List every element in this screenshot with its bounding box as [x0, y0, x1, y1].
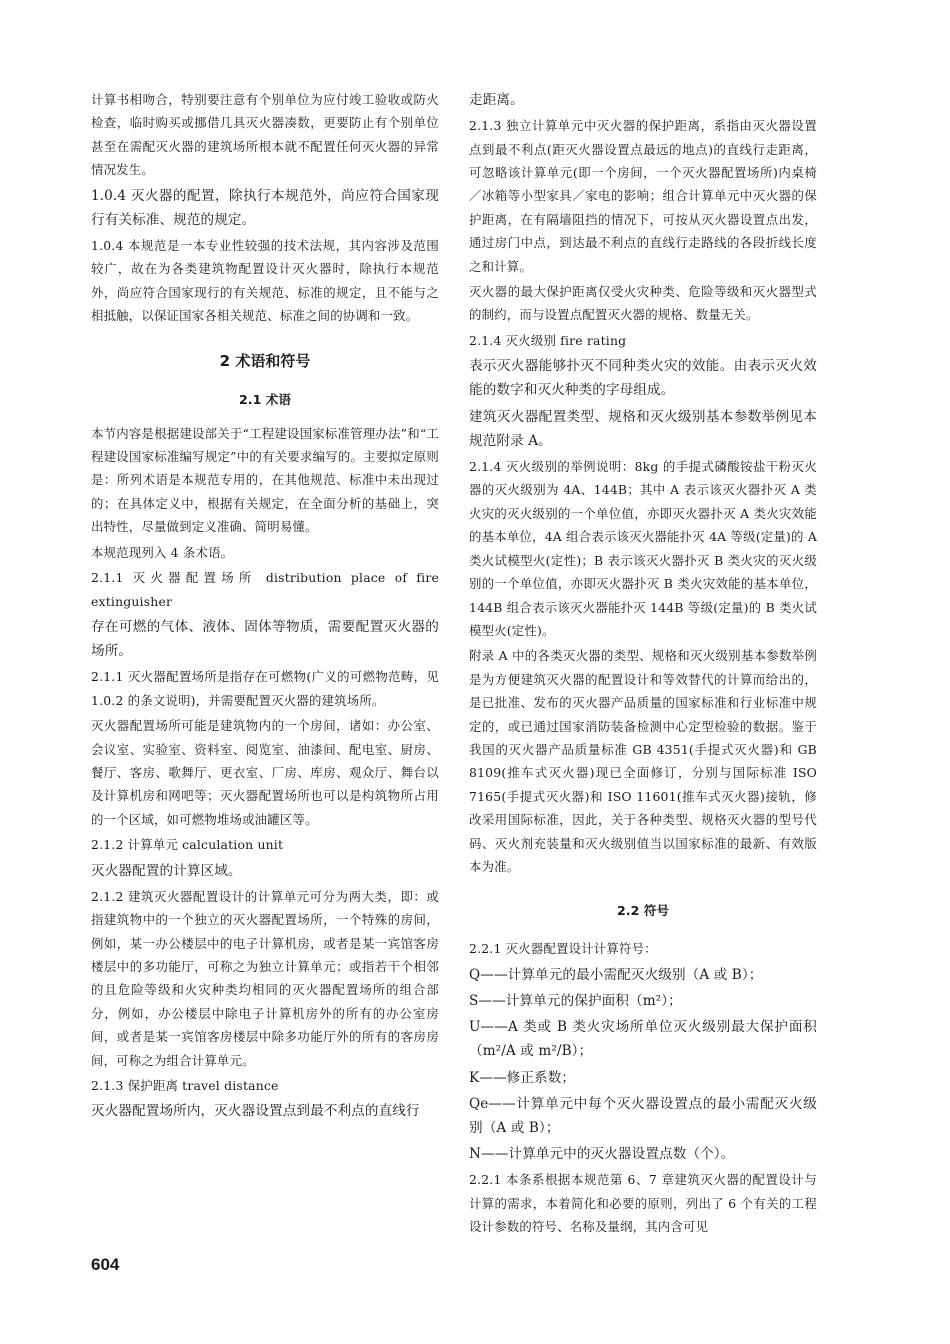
- clause-text: U——A 类或 B 类火灾场所单位灭火级别最大保护面积（m²/A 或 m²/B）；: [469, 1019, 817, 1060]
- clause-text: Qe——计算单元中每个灭火器设置点的最小需配灭火级别（A 或 B）；: [469, 1095, 817, 1137]
- paragraph: 2.1.1 灭火器配置场所 distribution place of fire extinguisher: [91, 570, 439, 609]
- section-heading: 2.1 术语: [239, 391, 291, 407]
- clause-text: S——计算单元的保护面积（m²）；: [469, 993, 682, 1009]
- paragraph: 本规范现列入 4 条术语。: [91, 544, 234, 560]
- paragraph: 2.2.1 灭火器配置设计计算符号：: [469, 941, 657, 957]
- clause-text: Q——计算单元的最小需配灭火级别（A 或 B）；: [469, 966, 763, 983]
- right-column: [469, 88, 817, 1241]
- clause-text: 灭火器配置场所内，灭火器设置点到最不利点的直线行: [91, 1103, 420, 1120]
- paragraph: 2.1.3 独立计算单元中灭火器的保护距离，系指由灭火器设置点到最不利点(距灭火器设置点最远的地点)的直线行走距离，可忽略该计算单元(即一个房间，一个灭火器配置场所)内桌椅／冰箱等小型家具／家电的影响；组合计算单元中灭火器的保护距离，在有隔墙阻挡的情况下，可按从灭火器设置点出发，通过房门中点，到达最不利点的直线行走路线的各段折线长度之和计算。: [469, 118, 817, 274]
- paragraph: 附录 A 中的各类灭火器的类型、规格和灭火级别基本参数举例是为方便建筑灭火器的配置设计和等效替代的计算而给出的，是已批准、发布的灭火器产品质量的国家标准和行业标准中规定的，或已通过国家消防装备检测中心定型检验的数据。鉴于我国的灭火器产品质量标准 GB 4351(手提式灭火器)和 GB 8109(推车式灭火器)现已全面修订，分别与国际标准 ISO 7165(手提式灭火器)和 ISO 11601(推车式灭火器)接轨，修改采用国际标准，因此，关于各种类型、规格灭火器的型号代码、灭火剂充装量和灭火级别值当以国家标准的最新、有效版本为准。: [469, 648, 817, 874]
- clause-text: 建筑灭火器配置类型、规格和灭火级别基本参数举例见本规范附录 A。: [469, 408, 817, 449]
- clause-text: 走距离。: [469, 92, 524, 108]
- clause-text: 1.0.4 灭火器的配置，除执行本规范外，尚应符合国家现行有关标准、规范的规定。: [91, 187, 439, 228]
- paragraph: 灭火器配置场所可能是建筑物内的一个房间，诸如：办公室、会议室、实验室、资料室、阅览室、油漆间、配电室、厨房、餐厅、客房、歌舞厅、更衣室、厂房、库房、观众厅、舞台以及计算机房和网吧等；灭火器配置场所也可以是构筑物所占用的一个区域，如可燃物堆场或油罐区等。: [91, 718, 439, 827]
- paragraph: 本节内容是根据建设部关于“工程建设国家标准管理办法”和“工程建设国家标准编写规定”中的有关要求编写的。主要拟定原则是：所列术语是本规范专用的，在其他规范、标准中未出现过的；在具体定义中，根据有关规定，在全面分析的基础上，突出特性，尽量做到定义准确、简明易懂。: [91, 425, 439, 535]
- paragraph: 2.2.1 本条系根据本规范第 6、7 章建筑灭火器的配置设计与计算的需求，本着简化和必要的原则，列出了 6 个有关的工程设计参数的符号、名称及量纲，其内含可见: [469, 1172, 817, 1235]
- chapter-heading: 2 术语和符号: [219, 351, 311, 370]
- clause-text: 表示灭火器能够扑灭不同种类火灾的效能。由表示灭火效能的数字和灭火种类的字母组成。: [469, 358, 817, 399]
- paragraph: 2.1.1 灭火器配置场所是指存在可燃物(广义的可燃物范畴，见 1.0.2 的条文说明)，并需要配置灭火器的建筑场所。: [91, 669, 439, 708]
- paragraph: 2.1.2 建筑灭火器配置设计的计算单元可分为两大类，即：或指建筑物中的一个独立的灭火器配置场所，一个特殊的房间，例如，某一办公楼层中的电子计算机房，或者是某一宾馆客房楼层中的多功能厅，可称之为独立计算单元；或指若干个相邻的且危险等级和火灾种类均相同的灭火器配置场所的组合部分，例如，办公楼层中除电子计算机房外的所有的办公室房间，或者是某一宾馆客房楼层中除多功能厅外的所有的客房房间，可称之为组合计算单元。: [91, 888, 439, 1068]
- paragraph: 2.1.4 灭火级别 fire rating: [469, 332, 627, 348]
- paragraph: 2.1.4 灭火级别的举例说明：8kg 的手提式磷酸铵盐干粉灭火器的灭火级别为 4A、144B；其中 A 表示该灭火器扑灭 A 类火灾的灭火级别的一个单位值，亦即灭火器扑灭 A 类火灾效能的基本单位，4A 组合表示该灭火器能扑灭 4A 等级(定量)的 A 类火试模型火(定性)；B 表示该灭火器扑灭 B 类火灾的灭火级别的一个单位值，亦即灭火器扑灭 B 类火灾效能的基本单位，144B 组合表示该灭火器能扑灭 144B 等级(定量)的 B 类火试模型火(定性)。: [469, 459, 817, 638]
- paragraph: 2.1.2 计算单元 calculation unit: [91, 837, 284, 853]
- clause-text: 灭火器配置的计算区域。: [91, 862, 242, 879]
- paragraph: 计算书相吻合，特别要注意有个别单位为应付竣工验收或防火检查，临时购买或挪借几具灭火器凑数，更要防止有个别单位甚至在需配灭火器的建筑场所根本就不配置任何灭火器的异常情况发生。: [91, 92, 439, 178]
- clause-text: K——修正系数；: [469, 1069, 576, 1086]
- paragraph: 1.0.4 本规范是一本专业性较强的技术法规，其内容涉及范围较广，故在为各类建筑物配置设计灭火器时，除执行本规范外，尚应符合国家现行的有关规范、标准的规定，且不能与之相抵触，以保证国家各相关规范、标准之间的协调和一致。: [91, 238, 439, 324]
- clause-text: 存在可燃的气体、液体、固体等物质，需要配置灭火器的场所。: [91, 618, 439, 660]
- left-column: [91, 88, 439, 1126]
- page-number: 604: [91, 1255, 120, 1274]
- paragraph: 灭火器的最大保护距离仅受火灾种类、危险等级和灭火器型式的制约，而与设置点配置灭火器的规格、数量无关。: [469, 284, 817, 323]
- clause-text: N——计算单元中的灭火器设置点数（个）。: [469, 1146, 735, 1163]
- paragraph: 2.1.3 保护距离 travel distance: [91, 1078, 279, 1094]
- section-heading: 2.2 符号: [617, 903, 669, 919]
